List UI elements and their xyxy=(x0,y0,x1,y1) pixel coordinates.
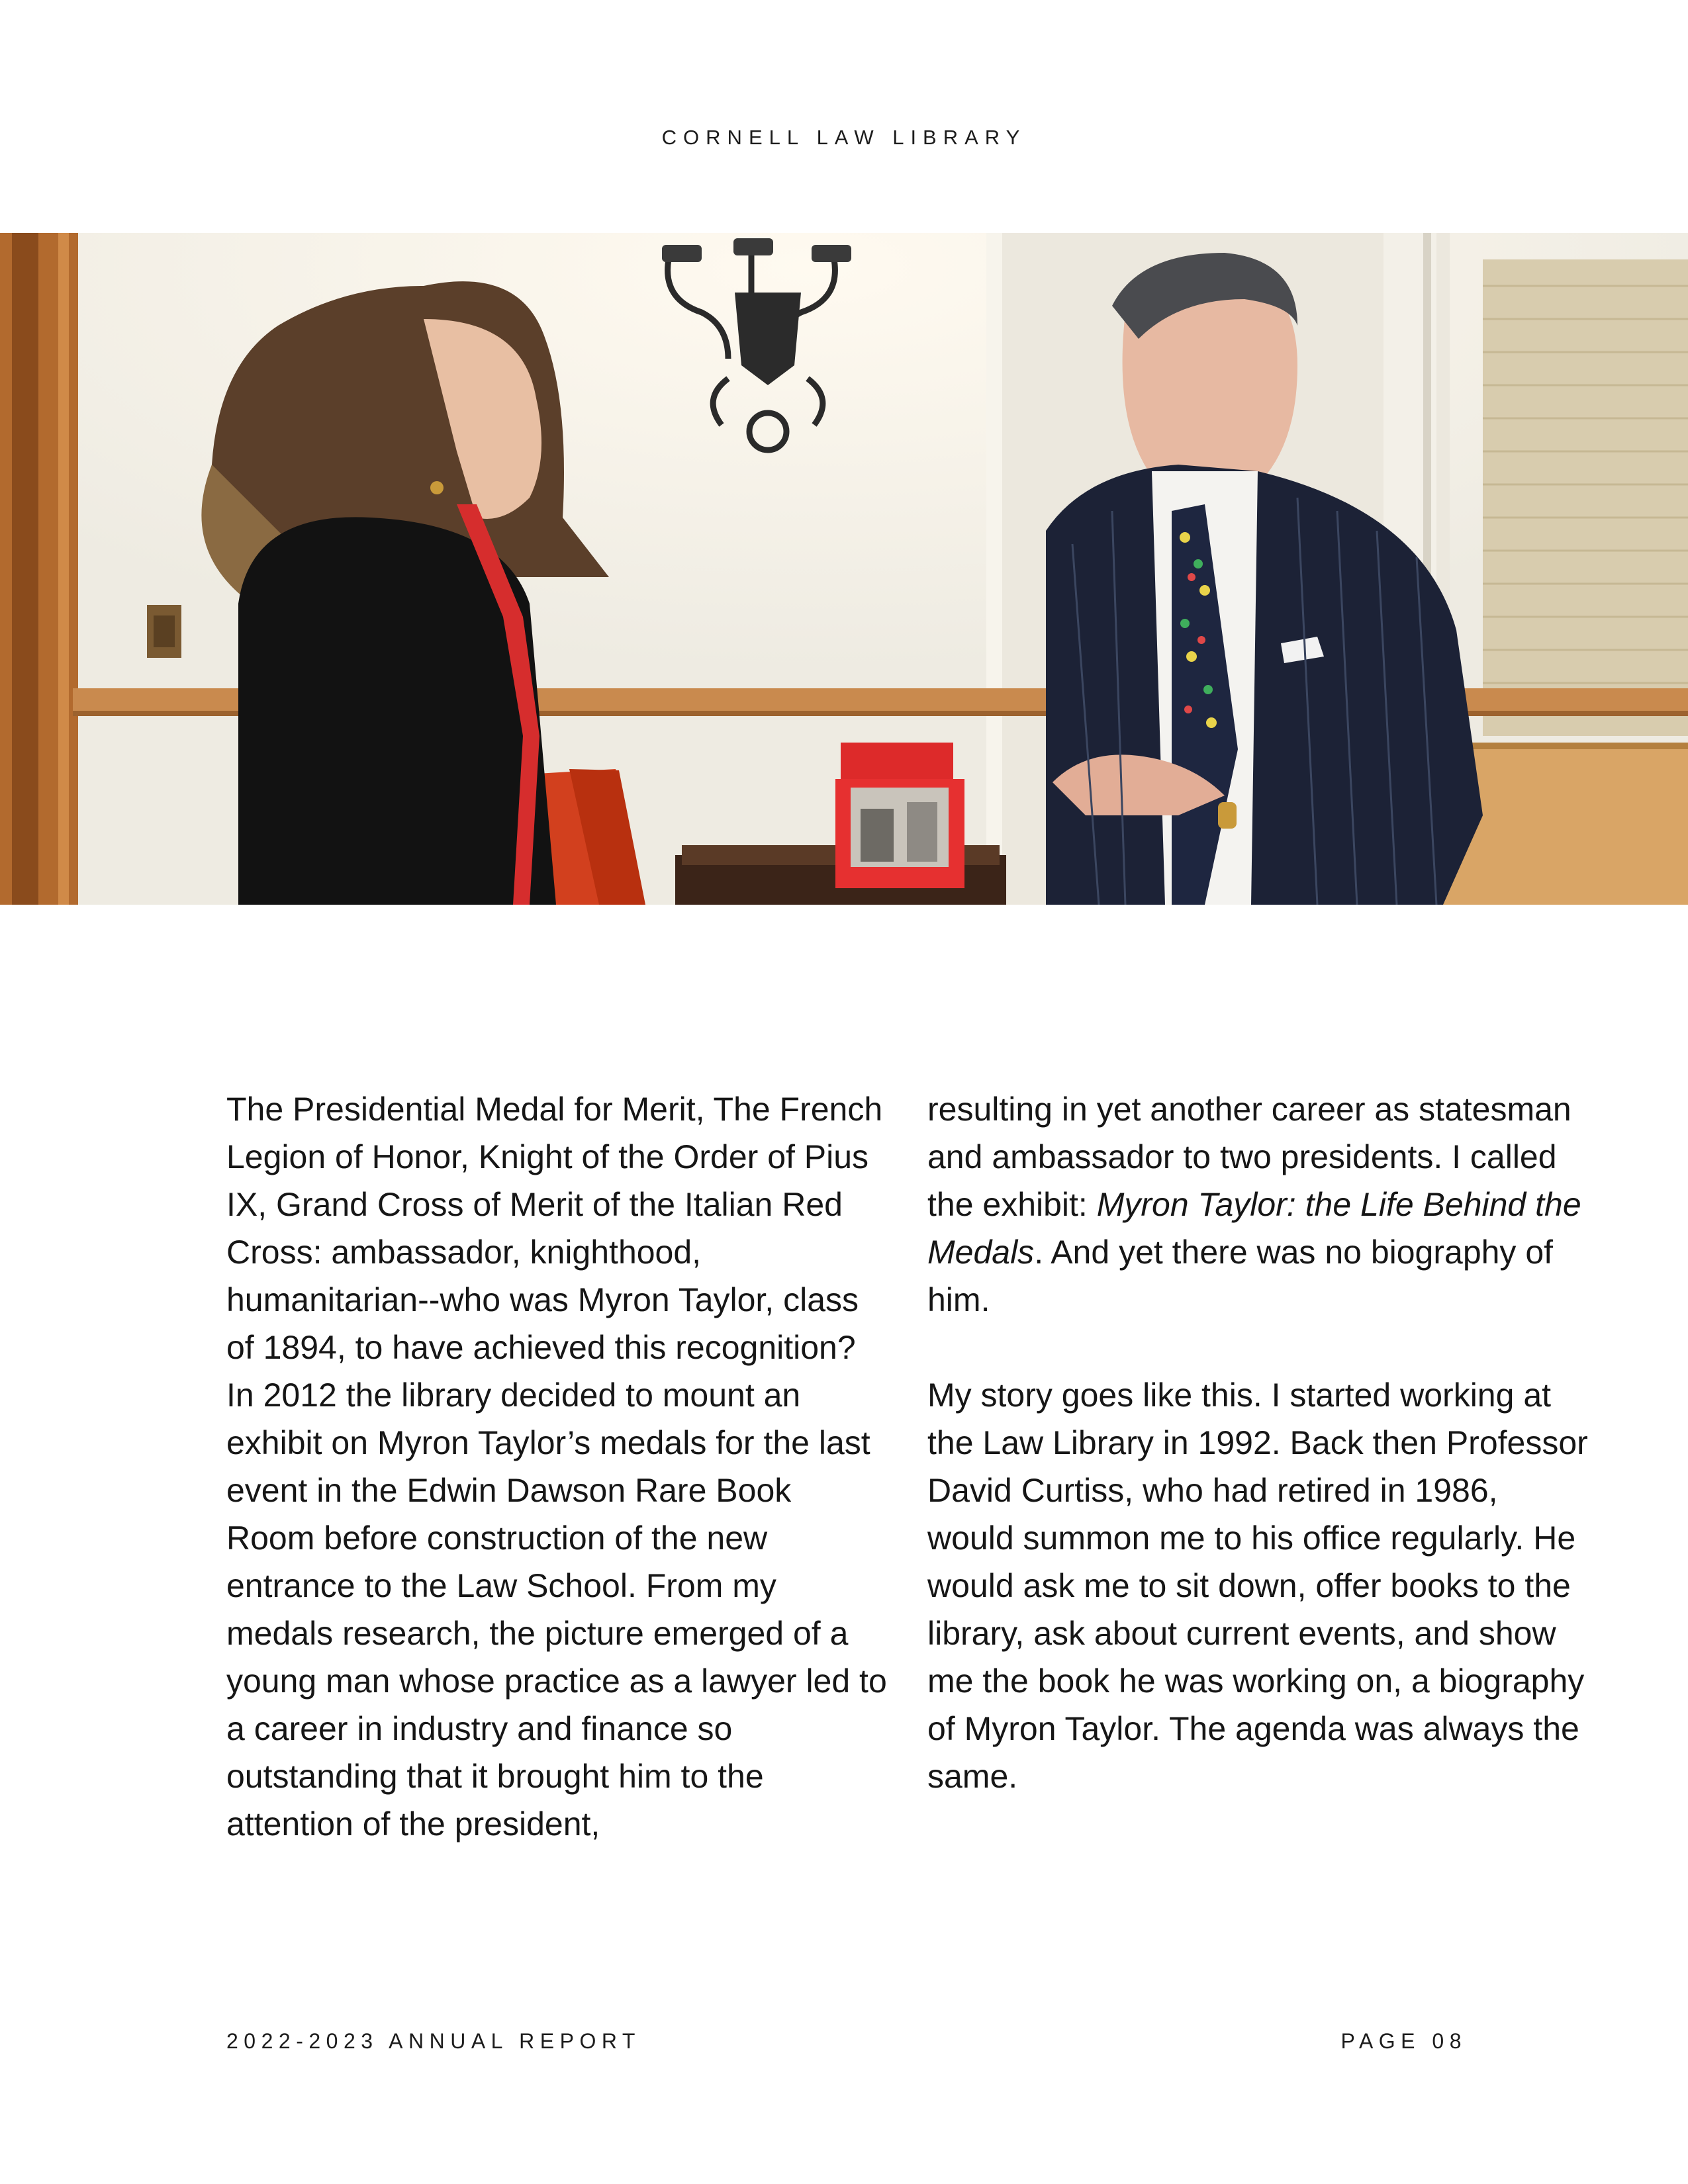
footer-report-title: 2022-2023 ANNUAL REPORT xyxy=(226,2029,641,2053)
body-column-right xyxy=(927,1085,1589,1800)
paragraph-exhibit xyxy=(927,1085,1589,1324)
exhibit-title-italic: Myron Taylor: the Life Behind the Medals xyxy=(927,1186,1581,1271)
event-photo xyxy=(0,233,1688,905)
body-column-left xyxy=(226,1085,888,1848)
footer-page-number: PAGE 08 xyxy=(1340,2029,1467,2053)
paragraph-story: My story goes like this. I started working at the Law Library in 1992. Back then Professor David Curtiss, who had retired in 1986, would summon me to his office regularly. He would ask me to sit down, offer books to the library, ask about current events, and show me the book he was working on, a biography of Myron Taylor. The agenda was always the same. xyxy=(927,1377,1588,1795)
paragraph-medals-intro: The Presidential Medal for Merit, The French Legion of Honor, Knight of the Order of Pius IX, Grand Cross of Merit of the Italian Red Cross: ambassador, knighthood, humanitarian--who was Myron Taylor, class of 1894, to have achieved this recognition? In 2012 the library decided to mount an exhibit on Myron Taylor’s medals for the last event in the Edwin Dawson Rare Book Room before construction of the new entrance to the Law School. From my medals research, the picture emerged of a young man whose practice as a lawyer led to a career in industry and finance so outstanding that it brought him to the attention of the president, xyxy=(226,1091,887,1843)
exhibit-text-end: . And yet there was no biography of him. xyxy=(927,1234,1554,1318)
exhibit-text-start: resulting in yet another career as statesman and ambassador to two presidents. I called the exhibit: xyxy=(927,1091,1571,1223)
page-header-title: CORNELL LAW LIBRARY xyxy=(661,126,1027,149)
